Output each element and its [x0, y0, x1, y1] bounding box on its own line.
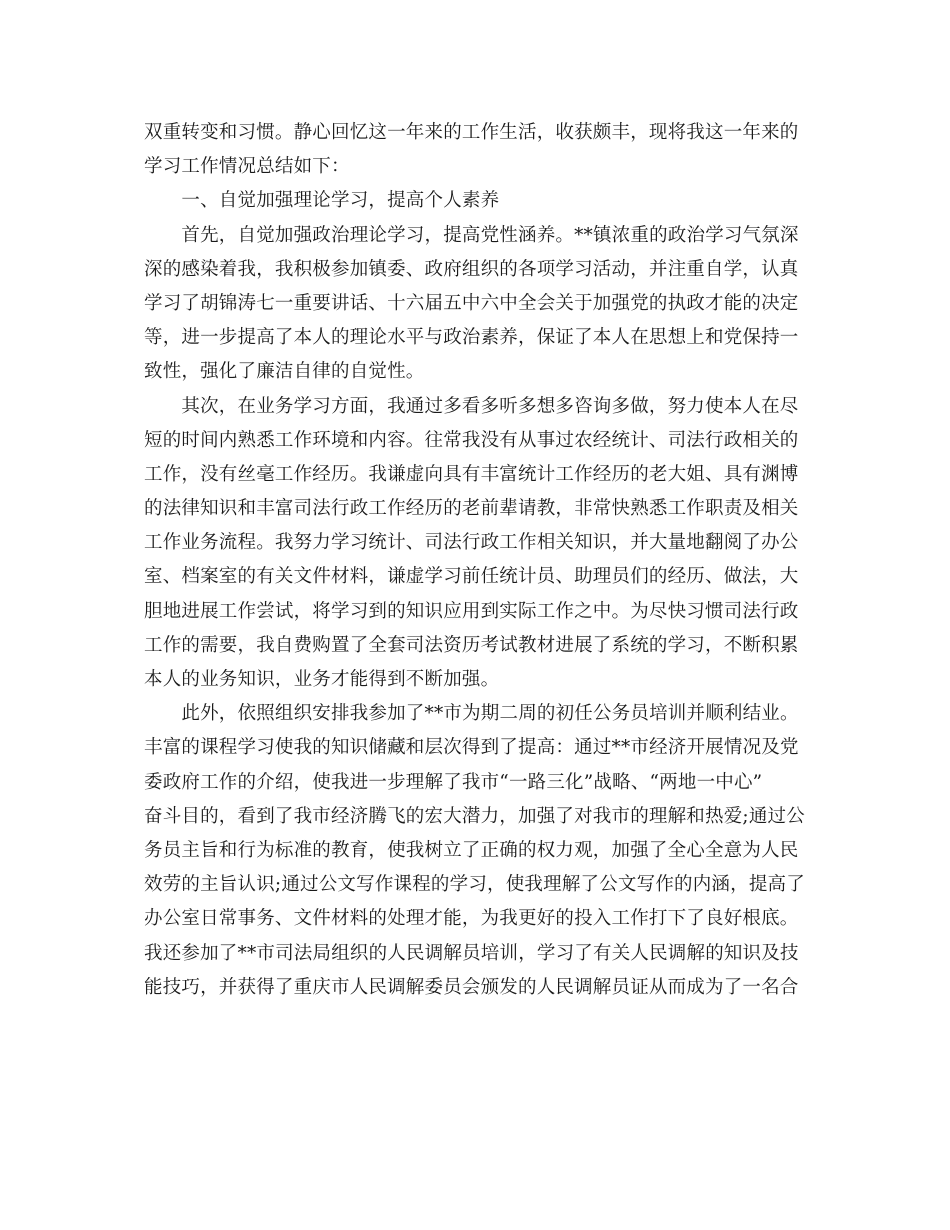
text-line: 首先，自觉加强政治理论学习，提高党性涵养。**镇浓重的政治学习气氛深 — [144, 224, 799, 246]
text-line: 奋斗目的，看到了我市经济腾飞的宏大潜力，加强了对我市的理解和热爱;通过公 — [144, 805, 805, 827]
text-line: 学习工作情况总结如下： — [144, 156, 350, 178]
text-line: 此外，依照组织安排我参加了**市为期二周的初任公务员培训并顺利结业。 — [144, 703, 799, 725]
text-line: 工作，没有丝毫工作经历。我谦虚向具有丰富统计工作经历的老大姐、具有渊博 — [144, 463, 799, 485]
text-line: 效劳的主旨认识;通过公文写作课程的学习，使我理解了公文写作的内涵，提高了 — [144, 874, 805, 896]
document-body — [144, 116, 805, 1005]
text-line: 办公室日常事务、文件材料的处理才能，为我更好的投入工作打下了良好根底。 — [144, 908, 799, 930]
text-line: 学习了胡锦涛七一重要讲话、十六届五中六中全会关于加强党的执政才能的决定 — [144, 292, 799, 314]
text-line: 深的感染着我，我积极参加镇委、政府组织的各项学习活动，并注重自学，认真 — [144, 258, 799, 280]
text-line: 能技巧，并获得了重庆市人民调解委员会颁发的人民调解员证从而成为了一名合 — [144, 976, 799, 998]
text-line: 工作的需要，我自费购置了全套司法资历考试教材进展了系统的学习，不断积累 — [144, 634, 799, 656]
text-line: 工作业务流程。我努力学习统计、司法行政工作相关知识，并大量地翻阅了办公 — [144, 532, 799, 554]
text-line: 本人的业务知识，业务才能得到不断加强。 — [144, 669, 500, 690]
text-line: 的法律知识和丰富司法行政工作经历的老前辈请教，非常快熟悉工作职责及相关 — [144, 498, 799, 520]
text-line: 等，进一步提高了本人的理论水平与政治素养，保证了本人在思想上和党保持一 — [144, 327, 799, 349]
section-heading: 一、自觉加强理论学习，提高个人素养 — [144, 190, 500, 212]
text-line: 致性，强化了廉洁自律的自觉性。 — [144, 361, 425, 383]
text-line: 双重转变和习惯。静心回忆这一年来的工作生活，收获颇丰，现将我这一年来的 — [144, 122, 799, 143]
text-line: 我还参加了**市司法局组织的人民调解员培训，学习了有关人民调解的知识及技 — [144, 942, 799, 964]
text-line: 胆地进展工作尝试，将学习到的知识应用到实际工作之中。为尽快习惯司法行政 — [144, 600, 799, 622]
text-line: 委政府工作的介绍，使我进一步理解了我市“一路三化”战略、“两地一中心” — [144, 771, 763, 793]
text-line: 其次，在业务学习方面，我通过多看多听多想多咨询多做，努力使本人在尽 — [144, 395, 799, 417]
text-line: 务员主旨和行为标准的教育，使我树立了正确的权力观，加强了全心全意为人民 — [144, 839, 799, 861]
text-line: 短的时间内熟悉工作环境和内容。往常我没有从事过农经统计、司法行政相关的 — [144, 429, 799, 451]
text-line: 丰富的课程学习使我的知识储藏和层次得到了提高：通过**市经济开展情况及党 — [144, 737, 799, 759]
text-line: 室、档案室的有关文件材料，谦虚学习前任统计员、助理员们的经历、做法，大 — [144, 566, 799, 588]
